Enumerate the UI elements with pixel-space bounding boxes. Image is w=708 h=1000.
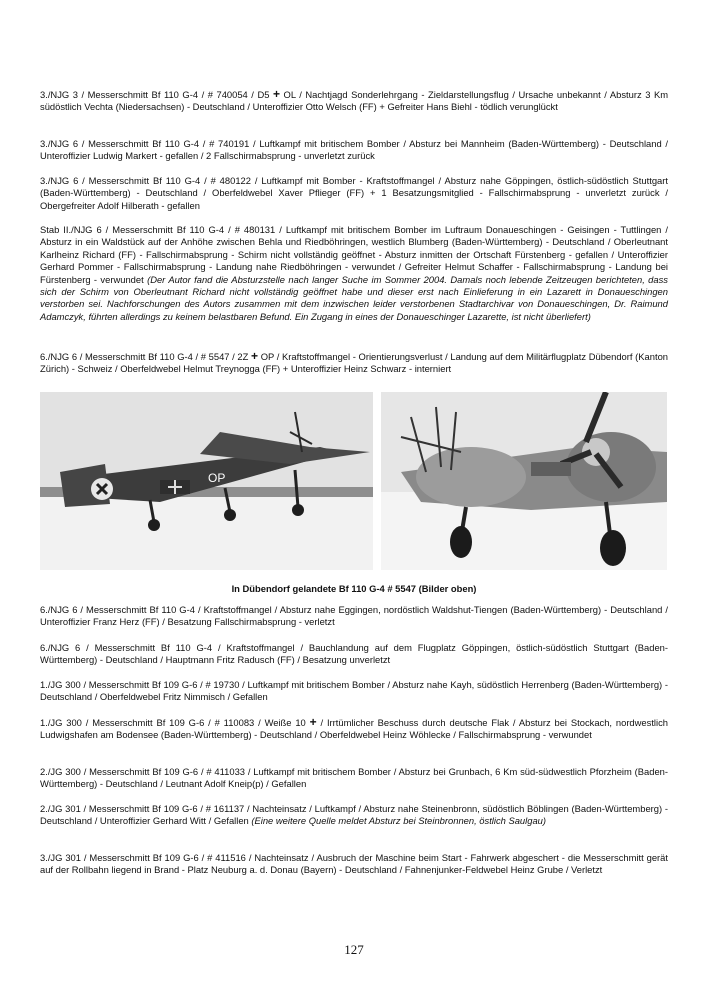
entry-text-continued: OL / Nachtjagd Sonderlehrgang - Zieldarstellungsflug / Ursache unbekannt / Absturz 3 Km südöstlich Vechta (Niedersachsen) - Deutschland / Unteroffizier Otto Welsch (FF) + Gefreiter Hans Biehl - tödlich verunglückt [40, 89, 669, 113]
entry-text-continued: / Irrtümlicher Beschuss durch deutsche Flak / Absturz bei Stockach, nordwestlich Ludwigshafen am Bodensee (Baden-Württemberg) - Deutschland / Oberfeldwebel Heinz Wöhlecke / Fallschirmabsprung - verwundet [40, 717, 668, 741]
entry-text: 6./NJG 6 / Messerschmitt Bf 110 G-4 / Kraftstoffmangel / Absturz nahe Eggingen, nordöstlich Waldshut-Tiengen (Baden-Württemberg) - Deutschland / Unteroffizier Franz Herz (FF) / Besatzung Fallschirmabsprung - verletzt [40, 604, 668, 628]
entry-text: Stab II./NJG 6 / Messerschmitt Bf 110 G-4 / # 480131 / Luftkampf mit britischem Bomber im Luftraum Donaueschingen - Geisingen - Tuttlingen / Absturz in ein Waldstück auf der Anhöhe zwischen Behla und Riedböhringen, westlich Blumberg (Baden-Württemberg) - Deutschland / Oberleutnant Karlheinz Richard (FF) - Fallschirmabsprung - Schirm nicht vollständig geöffnet - Absturz inmitten der Ortschaft Fürstenberg - gefallen / Unteroffizier Gerhard Pommer - Fallschirmabsprung - Landung nahe Riedböhringen - verwundet / Gefreiter Helmut Schaffer - Fallschirmabsprung - Landung bei Fürstenberg - verwundet [40, 224, 668, 285]
aircraft-marking: OP [208, 471, 226, 485]
author-note: (Der Autor fand die Absturzstelle nach langer Suche im Sommer 2004. Damals noch lebende Zeitzeugen berichteten, dass sich der Schirm von Oberleutnant Richard nicht vollständig geöffnet habe und dieser erst nach Einlieferung in ein Lazarett in Donaueschingen verstorben sei. Nachforschungen des Autors zusammen mit dem inzwischen leider verstorbenen Stadtarchivar von Donaueschingen, Dr. Raimund Adamczyk, führten allerdings zu keinem belastbaren Befund. Ein Zugang in eines der Donaueschinger Lazarette, ist nicht überliefert) [40, 273, 668, 322]
cross-symbol: + [309, 715, 317, 729]
entry [40, 175, 668, 212]
entry [40, 803, 668, 828]
entry-text: 3./NJG 6 / Messerschmitt Bf 110 G-4 / # 480122 / Luftkampf mit Bomber - Kraftstoffmangel / Absturz nahe Göppingen, östlich-südöstlich Stuttgart (Baden-Württemberg) - Deutschland / Oberfeldwebel Xaver Pflieger (FF) + 1 Besatzungsmitglied - Fallschirmabsprung - unverletzt zurück / Obergefreiter Adolf Hilberath - gefallen [40, 175, 668, 211]
entry [40, 350, 668, 376]
aircraft-photo-right [381, 392, 667, 570]
entry-text: 3./JG 301 / Messerschmitt Bf 109 G-6 / # 411516 / Nachteinsatz / Ausbruch der Maschine beim Start - Fahrwerk abgeschert - die Messerschmitt gerät auf der Rollbahn liegend in Brand - Platz Neuburg a. d. Donau (Bayern) - Deutschland / Fahnenjunker-Feldwebel Heinz Grube / Verletzt [40, 852, 668, 876]
photo-caption: In Dübendorf gelandete Bf 110 G-4 # 5547 (Bilder oben) [231, 583, 477, 594]
entry [40, 224, 668, 323]
entry [40, 88, 668, 114]
entry [40, 766, 668, 791]
entry [40, 604, 668, 629]
entry-text: 6./NJG 6 / Messerschmitt Bf 110 G-4 / Kraftstoffmangel / Bauchlandung auf dem Flugplatz Göppingen, östlich-südöstlich Stuttgart (Baden-Württemberg) - Deutschland / Hauptmann Fritz Radusch (FF) / Besatzung unverletzt [40, 642, 668, 666]
entry [40, 138, 668, 163]
entry [40, 679, 668, 704]
aircraft-photo-left [40, 392, 373, 570]
entry [40, 852, 668, 877]
entry-text: 3./NJG 6 / Messerschmitt Bf 110 G-4 / # 740191 / Luftkampf mit britischem Bomber / Absturz bei Mannheim (Baden-Württemberg) - Deutschland / Unteroffizier Ludwig Markert - gefallen / 2 Fallschirmabsprung - unverletzt zurück [40, 138, 668, 162]
entry-text: 3./NJG 3 / Messerschmitt Bf 110 G-4 / # 740054 / D5 [40, 89, 273, 100]
entry [40, 642, 668, 667]
entry-text: 2./JG 301 / Messerschmitt Bf 109 G-6 / # 161137 / Nachteinsatz / Luftkampf / Absturz nahe Steinenbronn, südöstlich Böblingen (Baden-Württemberg) - Deutschland / Unteroffizier Gerhard Witt / Gefallen [40, 803, 668, 827]
cross-symbol: + [272, 87, 280, 101]
entry-text: 2./JG 300 / Messerschmitt Bf 109 G-6 / # 411033 / Luftkampf mit britischem Bomber / Absturz bei Grunbach, 6 Km süd-südwestlich Pforzheim (Baden-Württemberg) - Deutschland / Leutnant Adolf Kneip(p) / Gefallen [40, 766, 668, 790]
entry-text: 1./JG 300 / Messerschmitt Bf 109 G-6 / # 110083 / Weiße 10 [40, 717, 310, 728]
photo-bf110-side-view [40, 392, 373, 570]
entry-text: 1./JG 300 / Messerschmitt Bf 109 G-6 / # 19730 / Luftkampf mit britischem Bomber / Absturz nahe Kayh, südöstlich Herrenberg (Baden-Württemberg) - Deutschland / Oberfeldwebel Fritz Nimmisch / Gefallen [40, 679, 668, 703]
entry [40, 716, 668, 742]
entry-text-continued: OP / Kraftstoffmangel - Orientierungsverlust / Landung auf dem Militärflugplatz Dübendorf (Kanton Zürich) - Schweiz / Oberfeldwebel Helmut Treynogga (FF) + Unteroffizier Heinz Schwarz - interniert [40, 351, 668, 375]
page-number: 127 [344, 942, 364, 957]
cross-symbol: + [251, 349, 259, 363]
photo-bf110-front-view [381, 392, 667, 570]
entry-text: 6./NJG 6 / Messerschmitt Bf 110 G-4 / # 5547 / 2Z [40, 351, 252, 362]
author-note: (Eine weitere Quelle meldet Absturz bei Steinbronnen, östlich Saulgau) [251, 815, 546, 827]
